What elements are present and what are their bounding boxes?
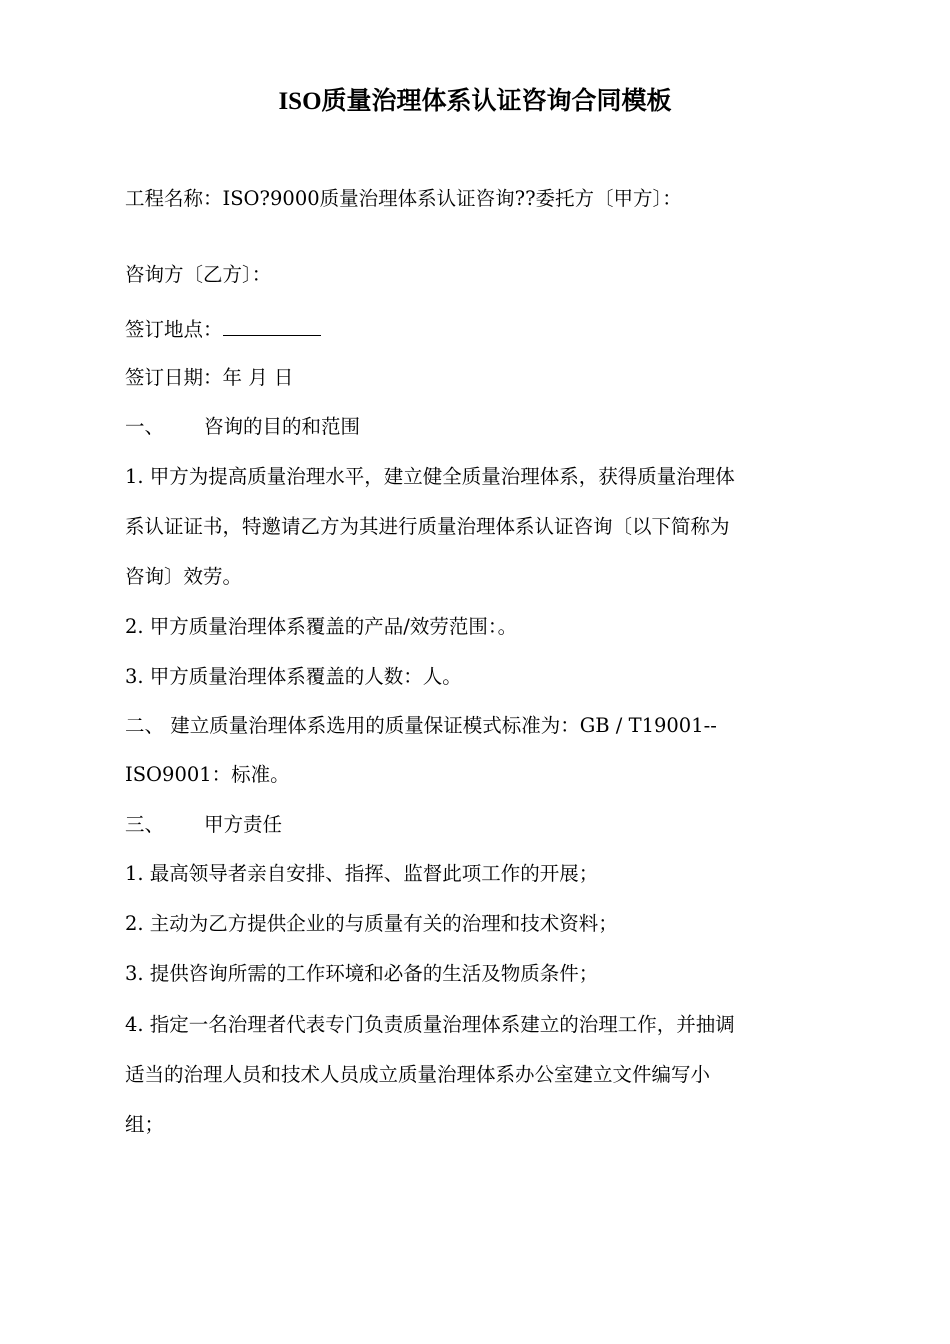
section-3-item-2: 2. 主动为乙方提供企业的与质量有关的治理和技术资料； [125,912,618,935]
consultant-party-line: 咨询方〔乙方〕： [125,263,272,286]
section-3-item-4-line-3: 组； [125,1113,165,1136]
section-2-line-2: ISO9001：标准。 [125,763,290,786]
document-title: ISO质量治理体系认证咨询合同模板 [278,88,672,115]
section-3-item-4-line-2: 适当的治理人员和技术人员成立质量治理体系办公室建立文件编写小 [125,1063,711,1086]
section-1-heading [125,412,845,442]
project-name-line: 工程名称：ISO?9000质量治理体系认证咨询??委托方〔甲方〕： [125,187,682,210]
section-3-title: 甲方责任 [204,813,283,836]
section-3-heading [125,810,845,840]
sign-date-line: 签订日期：年 月 日 [125,366,294,389]
section-2-line-1: 二、 建立质量治理体系选用的质量保证模式标准为：GB / T19001-- [125,714,717,737]
section-1-item-3: 3. 甲方质量治理体系覆盖的人数：人。 [125,665,462,688]
section-1-item-1-line-1: 1. 甲方为提高质量治理水平，建立健全质量治理体系，获得质量治理体 [125,465,735,488]
section-1-item-1-line-3: 咨询〕效劳。 [125,565,243,588]
sign-place-label: 签订地点： [125,318,223,341]
section-1-item-1-line-2: 系认证证书，特邀请乙方为其进行质量治理体系认证咨询〔以下简称为 [125,515,730,538]
section-1-item-2: 2. 甲方质量治理体系覆盖的产品/效劳范围：。 [125,615,518,638]
section-3-number: 三、 [125,813,165,836]
section-3-item-3: 3. 提供咨询所需的工作环境和必备的生活及物质条件； [125,962,599,985]
section-1-title: 咨询的目的和范围 [204,415,361,438]
sign-place-blank [223,313,321,336]
section-1-number: 一、 [125,415,165,438]
section-3-item-1: 1. 最高领导者亲自安排、指挥、监督此项工作的开展； [125,862,599,885]
sign-place-line [125,313,845,345]
section-3-item-4-line-1: 4. 指定一名治理者代表专门负责质量治理体系建立的治理工作，并抽调 [125,1013,735,1036]
